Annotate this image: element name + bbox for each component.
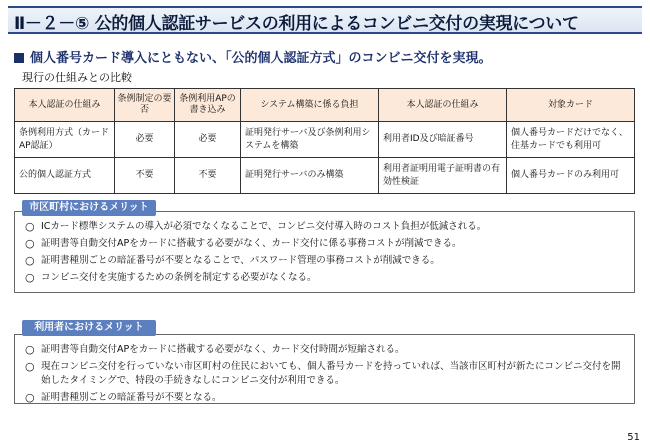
list-item-text: 証明書等自動交付APをカードに搭載する必要がなく、カード交付時間が短縮される。: [41, 344, 405, 355]
table-cell: 利用者証明用電子証明書の有効性検証: [379, 158, 507, 194]
table-cell: 証明発行サーバ及び条例利用システムを構築: [241, 122, 379, 158]
subtitle-text: 個人番号カード導入にともない、「公的個人認証方式」のコンビニ交付を実現。: [30, 51, 492, 66]
list-item: [25, 220, 628, 234]
circle-bullet-icon: ○: [25, 360, 35, 373]
table-header-row: [15, 89, 635, 122]
list-item: [25, 254, 628, 268]
circle-bullet-icon: ○: [25, 343, 35, 356]
table-cell: 必要: [175, 122, 241, 158]
table-header-cell: 本人認証の仕組み: [15, 89, 115, 122]
table-cell: 必要: [115, 122, 175, 158]
circle-bullet-icon: ○: [25, 271, 35, 284]
title-bar: [8, 6, 642, 34]
table-row: [15, 122, 635, 158]
municipality-merits-heading: 市区町村におけるメリット: [22, 200, 156, 216]
table-cell: 証明発行サーバのみ構築: [241, 158, 379, 194]
user-merits-list: [15, 335, 634, 405]
square-bullet-icon: [14, 53, 24, 63]
list-item-text: 証明書種別ごとの暗証番号が不要となることで、パスワード管理の事務コストが削減できる。: [41, 255, 440, 266]
table-cell: 利用者ID及び暗証番号: [379, 122, 507, 158]
table-header-cell: 条例利用APの書き込み: [175, 89, 241, 122]
table-cell: 個人番号カードだけでなく、住基カードでも利用可: [507, 122, 635, 158]
page-title: Ⅱ－２－⑤ 公的個人認証サービスの利用によるコンビニ交付の実現について: [14, 14, 579, 34]
list-item-text: 現在コンビニ交付を行っていない市区町村の住民においても、個人番号カードを持っていれば、当該市区町村が新たにコンビニ交付を開始したタイミングで、特段の手続きなしにコンビニ交付が利用できる。: [41, 361, 621, 386]
list-item-text: 証明書等自動交付APをカードに搭載する必要がなく、カード交付に係る事務コストが削減できる。: [41, 238, 462, 249]
table-cell: 条例利用方式（カードAP認証）: [15, 122, 115, 158]
list-item-text: ICカード標準システムの導入が必須でなくなることで、コンビニ交付導入時のコスト負担が低減される。: [41, 221, 487, 232]
subtitle: [14, 47, 492, 66]
table-header-cell: 条例制定の要否: [115, 89, 175, 122]
list-item: [25, 343, 628, 357]
list-item-text: 証明書種別ごとの暗証番号が不要となる。: [41, 392, 222, 403]
list-item: [25, 360, 628, 388]
comparison-table: [14, 88, 635, 194]
list-item: [25, 237, 628, 251]
page-number: 51: [627, 432, 640, 443]
circle-bullet-icon: ○: [25, 237, 35, 250]
circle-bullet-icon: ○: [25, 254, 35, 267]
user-merits-heading: 利用者におけるメリット: [22, 320, 156, 336]
table-cell: 不要: [175, 158, 241, 194]
list-item-text: コンビニ交付を実施するための条例を制定する必要がなくなる。: [41, 272, 317, 283]
table-cell: 不要: [115, 158, 175, 194]
comparison-label: 現行の仕組みとの比較: [22, 71, 132, 84]
table-header-cell: 本人認証の仕組み: [379, 89, 507, 122]
municipality-merits-list: [15, 212, 634, 285]
circle-bullet-icon: ○: [25, 220, 35, 233]
list-item: [25, 391, 628, 405]
table-cell: 個人番号カードのみ利用可: [507, 158, 635, 194]
table-row: [15, 158, 635, 194]
table-header-cell: 対象カード: [507, 89, 635, 122]
list-item: [25, 271, 628, 285]
table-header-cell: システム構築に係る負担: [241, 89, 379, 122]
user-merits-panel: [14, 334, 635, 404]
table-cell: 公的個人認証方式: [15, 158, 115, 194]
circle-bullet-icon: ○: [25, 391, 35, 404]
municipality-merits-panel: [14, 211, 635, 293]
